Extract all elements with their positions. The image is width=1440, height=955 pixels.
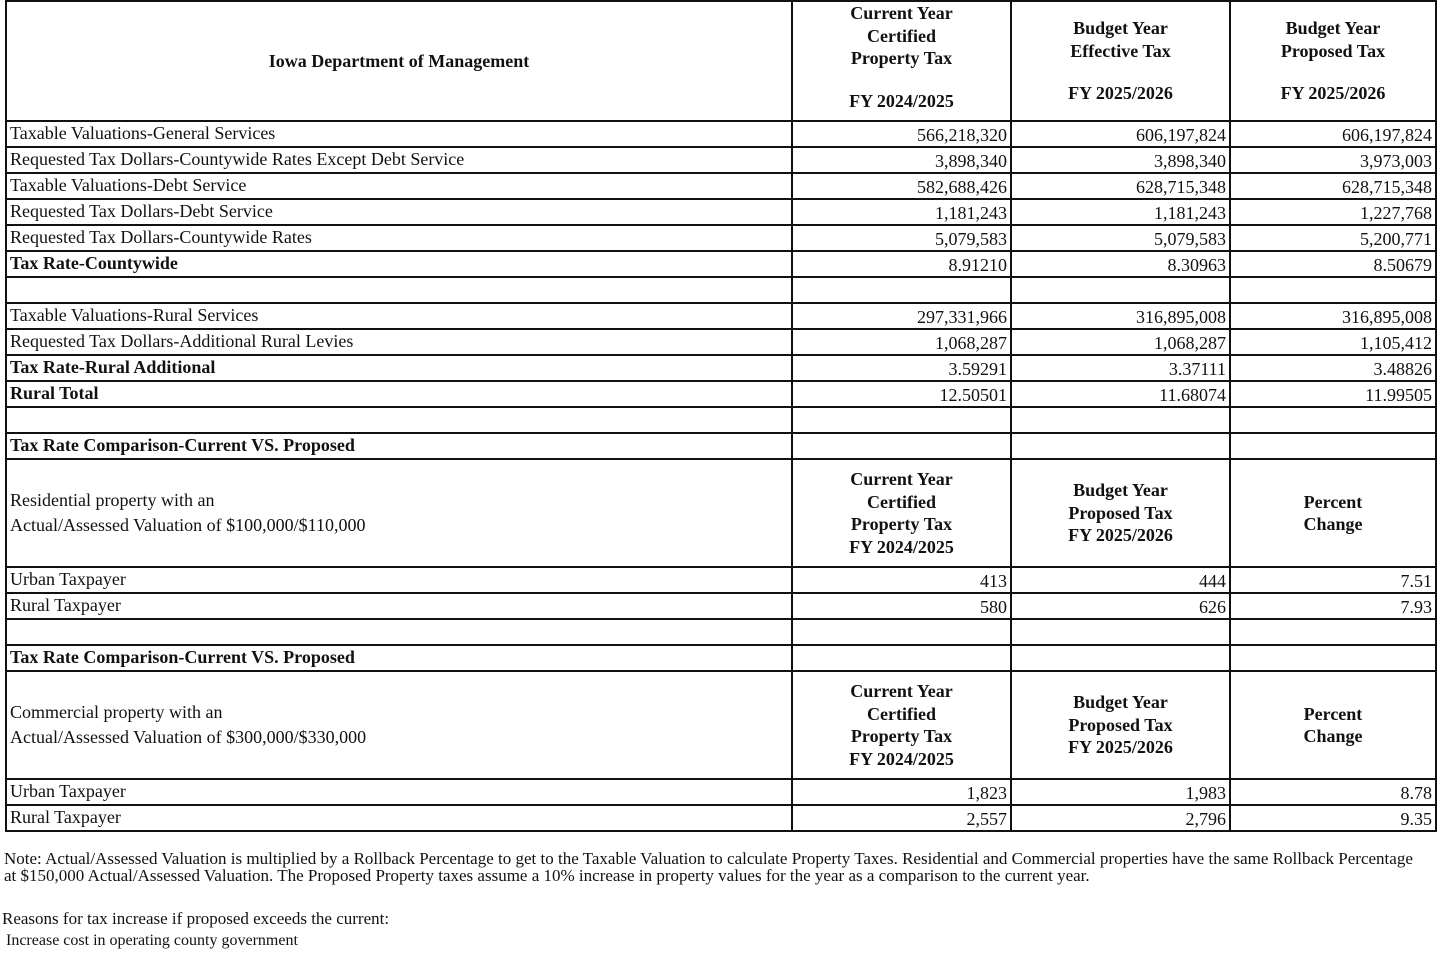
com-h2-line-1: Budget Year	[1073, 692, 1168, 713]
com-h2-line-2: Proposed Tax	[1068, 714, 1173, 735]
cell-effective: 8.30963	[1011, 251, 1230, 277]
table-row	[6, 147, 1436, 173]
col2-line-4: FY 2025/2026	[1068, 83, 1173, 104]
table-row	[6, 303, 1436, 329]
residential-desc-line-2: Actual/Assessed Valuation of $100,000/$110,000	[10, 515, 366, 535]
row-label: Tax Rate-Rural Additional	[6, 355, 792, 381]
row-label: Taxable Valuations-Debt Service	[6, 173, 792, 199]
cell-proposed: 8.50679	[1230, 251, 1436, 277]
com-h3-line-2: Change	[1303, 726, 1363, 746]
cell-current: 5,079,583	[792, 225, 1011, 251]
cell-proposed: 316,895,008	[1230, 303, 1436, 329]
commercial-section-title: Tax Rate Comparison-Current VS. Proposed	[6, 645, 792, 671]
cell-effective: 5,079,583	[1011, 225, 1230, 251]
rollback-note: Note: Actual/Assessed Valuation is multiplied by a Rollback Percentage to get to the Taxable Valuation to calculate Property Taxes. Residential and Commercial properties have the same Rollback Percentage at $150,000 Actual/Assessed Valuation. The Proposed Property taxes assume a 10% increase in property values for the year as a comparison to the current year.	[4, 849, 1413, 885]
org-name: Iowa Department of Management	[268, 50, 530, 71]
residential-header-row	[6, 459, 1436, 567]
spacer-row	[6, 407, 1436, 433]
cell-percent: 7.51	[1230, 567, 1436, 593]
cell-current: 8.91210	[792, 251, 1011, 277]
cell-proposed: 606,197,824	[1230, 121, 1436, 147]
col1-line-2: Certified	[867, 25, 936, 46]
cell-current: 1,068,287	[792, 329, 1011, 355]
cell-proposed: 626	[1011, 593, 1230, 619]
cell-effective: 1,181,243	[1011, 199, 1230, 225]
table-row	[6, 567, 1436, 593]
row-label: Requested Tax Dollars-Countywide Rates	[6, 225, 792, 251]
commercial-desc-line-2: Actual/Assessed Valuation of $300,000/$330,000	[10, 727, 367, 747]
cell-effective: 3,898,340	[1011, 147, 1230, 173]
table-row	[6, 593, 1436, 619]
residential-desc-line-1: Residential property with an	[10, 489, 215, 510]
row-label: Taxable Valuations-Rural Services	[6, 303, 792, 329]
table-row	[6, 251, 1436, 277]
commercial-col-percent	[1230, 671, 1436, 779]
row-label: Tax Rate-Countywide	[6, 251, 792, 277]
col-header-effective-tax	[1011, 1, 1230, 121]
commercial-col-current	[792, 671, 1011, 779]
property-tax-table	[5, 0, 1437, 832]
table-row	[6, 381, 1436, 407]
cell-effective: 628,715,348	[1011, 173, 1230, 199]
table-row	[6, 779, 1436, 805]
table-row	[6, 355, 1436, 381]
col3-line-2: Proposed Tax	[1280, 40, 1386, 61]
res-h2-line-3: FY 2025/2026	[1068, 525, 1173, 546]
table-row	[6, 199, 1436, 225]
org-header	[6, 1, 792, 121]
spacer-row	[6, 277, 1436, 303]
footnote	[4, 850, 1429, 884]
section-title-row	[6, 645, 1436, 671]
cell-current: 1,823	[792, 779, 1011, 805]
cell-proposed: 1,227,768	[1230, 199, 1436, 225]
cell-percent: 7.93	[1230, 593, 1436, 619]
cell-current: 297,331,966	[792, 303, 1011, 329]
cell-current: 3.59291	[792, 355, 1011, 381]
cell-proposed: 2,796	[1011, 805, 1230, 831]
com-h1-line-1: Current Year	[850, 681, 953, 701]
table-row	[6, 225, 1436, 251]
row-label: Taxable Valuations-General Services	[6, 121, 792, 147]
com-h2-line-3: FY 2025/2026	[1068, 737, 1173, 758]
cell-current: 1,181,243	[792, 199, 1011, 225]
cell-proposed: 3,973,003	[1230, 147, 1436, 173]
row-label: Urban Taxpayer	[6, 567, 792, 593]
cell-effective: 606,197,824	[1011, 121, 1230, 147]
section-title-row	[6, 433, 1436, 459]
cell-proposed: 3.48826	[1230, 355, 1436, 381]
res-h3-line-2: Change	[1303, 514, 1363, 534]
cell-proposed: 5,200,771	[1230, 225, 1436, 251]
commercial-desc-line-1: Commercial property with an	[10, 701, 223, 722]
res-h2-line-1: Budget Year	[1073, 480, 1168, 501]
row-label: Rural Taxpayer	[6, 593, 792, 619]
cell-proposed: 628,715,348	[1230, 173, 1436, 199]
cell-proposed: 11.99505	[1230, 381, 1436, 407]
residential-col-proposed	[1011, 459, 1230, 567]
cell-current: 566,218,320	[792, 121, 1011, 147]
res-h1-line-3: Property Tax	[850, 514, 953, 534]
col3-line-1: Budget Year	[1285, 18, 1381, 39]
row-label: Rural Taxpayer	[6, 805, 792, 831]
table-row	[6, 121, 1436, 147]
reason-text: Increase cost in operating county government	[6, 932, 298, 949]
cell-proposed: 1,105,412	[1230, 329, 1436, 355]
cell-proposed: 1,983	[1011, 779, 1230, 805]
cell-proposed: 444	[1011, 567, 1230, 593]
com-h1-line-4: FY 2024/2025	[849, 748, 954, 769]
col1-line-5: FY 2024/2025	[849, 90, 954, 111]
table-row	[6, 173, 1436, 199]
cell-current: 2,557	[792, 805, 1011, 831]
commercial-header-row	[6, 671, 1436, 779]
res-h1-line-4: FY 2024/2025	[849, 536, 954, 557]
col2-line-1: Budget Year	[1073, 18, 1168, 39]
cell-current: 12.50501	[792, 381, 1011, 407]
commercial-description	[6, 671, 792, 779]
com-h3-line-1: Percent	[1303, 703, 1363, 724]
row-label: Rural Total	[6, 381, 792, 407]
table-row	[6, 329, 1436, 355]
cell-percent: 8.78	[1230, 779, 1436, 805]
commercial-col-proposed	[1011, 671, 1230, 779]
col1-line-3: Property Tax	[850, 48, 953, 68]
cell-current: 582,688,426	[792, 173, 1011, 199]
cell-current: 413	[792, 567, 1011, 593]
cell-effective: 1,068,287	[1011, 329, 1230, 355]
cell-effective: 3.37111	[1011, 355, 1230, 381]
row-label: Requested Tax Dollars-Debt Service	[6, 199, 792, 225]
col1-line-1: Current Year	[850, 3, 953, 23]
cell-current: 3,898,340	[792, 147, 1011, 173]
col3-line-4: FY 2025/2026	[1280, 83, 1386, 104]
residential-section-title: Tax Rate Comparison-Current VS. Proposed	[6, 433, 792, 459]
residential-col-percent	[1230, 459, 1436, 567]
cell-effective: 316,895,008	[1011, 303, 1230, 329]
row-label: Requested Tax Dollars-Countywide Rates Except Debt Service	[6, 147, 792, 173]
res-h1-line-1: Current Year	[850, 469, 953, 489]
res-h1-line-2: Certified	[867, 491, 936, 512]
res-h2-line-2: Proposed Tax	[1068, 502, 1173, 523]
com-h1-line-2: Certified	[867, 703, 936, 724]
residential-col-current	[792, 459, 1011, 567]
residential-description	[6, 459, 792, 567]
res-h3-line-1: Percent	[1303, 491, 1363, 512]
row-label: Requested Tax Dollars-Additional Rural Levies	[6, 329, 792, 355]
spacer-row	[6, 619, 1436, 645]
col-header-current-year	[792, 1, 1011, 121]
com-h1-line-3: Property Tax	[850, 726, 953, 746]
cell-effective: 11.68074	[1011, 381, 1230, 407]
col2-line-2: Effective Tax	[1070, 40, 1171, 61]
cell-percent: 9.35	[1230, 805, 1436, 831]
table-header-row	[6, 1, 1436, 121]
col-header-proposed-tax	[1230, 1, 1436, 121]
cell-current: 580	[792, 593, 1011, 619]
reasons-label: Reasons for tax increase if proposed exceeds the current:	[2, 909, 390, 928]
row-label: Urban Taxpayer	[6, 779, 792, 805]
table-row	[6, 805, 1436, 831]
